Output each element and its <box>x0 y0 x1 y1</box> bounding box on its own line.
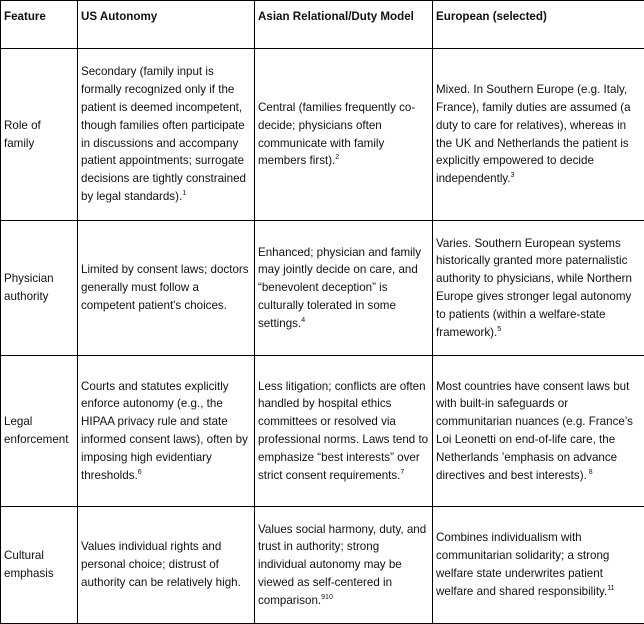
us-text: Limited by consent laws; doctors generally must follow a competent patient's choices. <box>81 263 249 312</box>
european-cell <box>433 507 644 624</box>
asian-text: Central (families frequently co-decide; physicians often communicate with family members first). <box>258 101 415 167</box>
european-text: Combines individualism with communitarian solidarity; a strong welfare state underwrites patient welfare and shared responsibility. <box>436 531 609 597</box>
us-text: Courts and statutes explicitly enforce autonomy (e.g., the HIPAA privacy rule and state informed consent laws), often by imposing high evidentiary thresholds. <box>81 380 248 482</box>
table-row <box>1 49 644 221</box>
feature-label: Legal enforcement <box>4 415 68 446</box>
footnote-ref: 5 <box>497 326 501 333</box>
footnote-ref: 2 <box>335 154 339 161</box>
us-cell <box>78 356 255 507</box>
header-row <box>1 1 644 49</box>
asian-cell <box>255 507 433 624</box>
feature-cell <box>1 221 78 356</box>
us-cell <box>78 49 255 221</box>
footnote-ref: 6 <box>138 469 142 476</box>
feature-cell <box>1 507 78 624</box>
feature-label: Physician authority <box>4 272 54 303</box>
table-row <box>1 221 644 356</box>
asian-cell <box>255 356 433 507</box>
table-row <box>1 356 644 507</box>
european-text: Varies. Southern European systems historically granted more paternalistic authority to physicians, while Northern Europe gives stronger legal autonomy to patients (within a welfare-state framework). <box>436 237 632 339</box>
european-text: Mixed. In Southern Europe (e.g. Italy, France), family duties are assumed (a duty to care for relatives), whereas in the UK and Netherlands the patient is explicitly empowered to decide independently. <box>436 83 631 185</box>
footnote-ref: 8 <box>587 469 593 476</box>
european-cell <box>433 356 644 507</box>
asian-cell <box>255 49 433 221</box>
us-cell <box>78 221 255 356</box>
us-text: Values individual rights and personal choice; distrust of authority can be relatively high. <box>81 540 241 589</box>
table-row <box>1 507 644 624</box>
header-asian-model: Asian Relational/Duty Model <box>255 1 433 49</box>
header-feature: Feature <box>1 1 78 49</box>
asian-text: Enhanced; physician and family may jointly decide on care, and “benevolent deception” is culturally tolerated in some settings. <box>258 246 421 330</box>
european-text: Most countries have consent laws but with built-in safeguards or communitarian nuances (e.g. France’s Loi Leonetti on end-of-life care, the Netherlands ’emphasis on advance directives and best interests). <box>436 380 633 482</box>
european-cell <box>433 49 644 221</box>
feature-label: Cultural emphasis <box>4 549 54 580</box>
european-cell <box>433 221 644 356</box>
asian-text: Less litigation; conflicts are often handled by hospital ethics committees or resolved via professional norms. Laws tend to emphasize “best interests” over strict consent requirements. <box>258 380 428 482</box>
header-us-autonomy: US Autonomy <box>78 1 255 49</box>
footnote-ref: 3 <box>511 172 515 179</box>
asian-text: Values social harmony, duty, and trust in authority; strong individual autonomy may be viewed as self-centered in comparison. <box>258 523 426 607</box>
feature-cell <box>1 49 78 221</box>
us-cell <box>78 507 255 624</box>
asian-cell <box>255 221 433 356</box>
footnote-ref: 11 <box>607 585 614 592</box>
feature-label: Role of family <box>4 119 41 150</box>
feature-cell <box>1 356 78 507</box>
footnote-ref: 910 <box>321 594 333 601</box>
footnote-ref: 7 <box>400 469 404 476</box>
header-european: European (selected) <box>433 1 644 49</box>
us-text: Secondary (family input is formally recognized only if the patient is deemed incompetent, though families often participate in discussions and accompany patient appointments; surrogate decisions are tightly constrained by legal standards). <box>81 65 246 203</box>
footnote-ref: 4 <box>301 317 305 324</box>
footnote-ref: 1 <box>182 190 186 197</box>
